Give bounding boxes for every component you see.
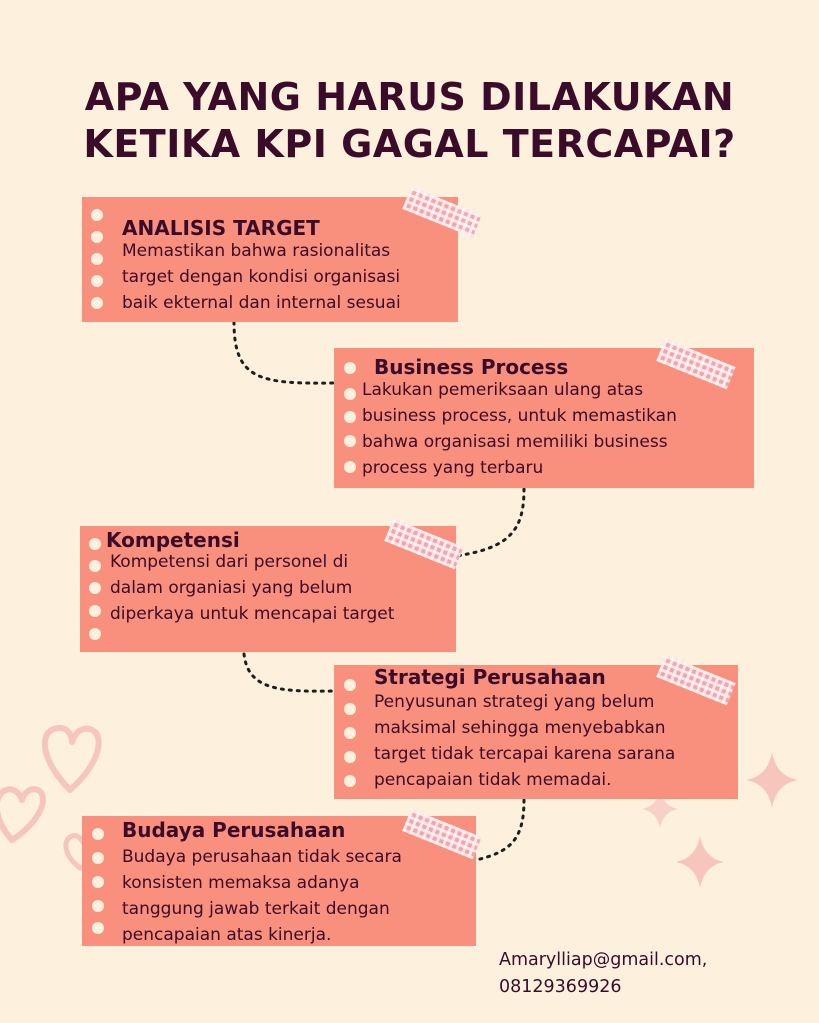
step-heading: Budaya Perusahaan bbox=[122, 818, 346, 842]
bullet-dot bbox=[344, 727, 356, 739]
connector-3 bbox=[244, 654, 334, 691]
step-heading: Business Process bbox=[374, 355, 569, 379]
bullet-dot bbox=[344, 435, 356, 447]
page-title bbox=[0, 74, 819, 168]
contact-email: Amarylliap@gmail.com, bbox=[499, 950, 708, 970]
bullet-dot bbox=[91, 275, 103, 287]
step-line: Lakukan pemeriksaan ulang atas bbox=[362, 380, 644, 400]
bullet-dot bbox=[344, 775, 356, 787]
step-heading: ANALISIS TARGET bbox=[122, 216, 320, 240]
bullet-dot bbox=[344, 703, 356, 715]
step-line: diperkaya untuk mencapai target bbox=[110, 604, 395, 624]
bullet-dot bbox=[344, 388, 356, 400]
bullet-dot bbox=[92, 876, 104, 888]
bullet-dot bbox=[89, 582, 101, 594]
bullet-dot bbox=[344, 461, 356, 473]
connector-2 bbox=[456, 489, 524, 556]
bullet-dot bbox=[89, 538, 101, 550]
bullet-dot bbox=[92, 852, 104, 864]
bullet-dot bbox=[91, 253, 103, 265]
step-heading: Strategi Perusahaan bbox=[374, 665, 606, 689]
title-line-2: KETIKA KPI GAGAL TERCAPAI? bbox=[83, 122, 736, 166]
step-line: pencapaian tidak memadai. bbox=[374, 770, 612, 790]
heart-icon bbox=[0, 789, 43, 840]
bullet-dot bbox=[344, 362, 356, 374]
bullet-dot bbox=[344, 679, 356, 691]
heart-icon bbox=[45, 728, 99, 790]
bullet-dot bbox=[92, 828, 104, 840]
step-line: bahwa organisasi memiliki business bbox=[362, 432, 668, 452]
step-box-analisis-target bbox=[82, 197, 458, 322]
step-line: Memastikan bahwa rasionalitas bbox=[122, 241, 391, 261]
title-line-1: APA YANG HARUS DILAKUKAN bbox=[84, 75, 735, 119]
step-line: pencapaian atas kinerja. bbox=[122, 925, 332, 945]
bullet-dot bbox=[344, 751, 356, 763]
bullet-dot bbox=[89, 560, 101, 572]
step-line: target dengan kondisi organisasi bbox=[122, 267, 401, 287]
contact-info bbox=[499, 947, 707, 1001]
connector-4 bbox=[476, 800, 524, 860]
bullet-dot bbox=[89, 628, 101, 640]
bullet-dot bbox=[91, 231, 103, 243]
bullet-dot bbox=[92, 922, 104, 934]
bullet-dot bbox=[344, 411, 356, 423]
step-line: maksimal sehingga menyebabkan bbox=[374, 718, 666, 738]
step-line: konsisten memaksa adanya bbox=[122, 873, 360, 893]
bullet-dot bbox=[91, 297, 103, 309]
step-line: Kompetensi dari personel di bbox=[110, 552, 349, 572]
bullet-dot bbox=[92, 900, 104, 912]
connector-1 bbox=[234, 322, 334, 383]
sparkle-icon bbox=[746, 752, 798, 808]
step-line: tanggung jawab terkait dengan bbox=[122, 899, 390, 919]
step-line: target tidak tercapai karena sarana bbox=[374, 744, 676, 764]
bullet-dot bbox=[89, 605, 101, 617]
step-line: business process, untuk memastikan bbox=[362, 406, 677, 426]
step-line: dalam organiasi yang belum bbox=[110, 578, 353, 598]
step-heading: Kompetensi bbox=[106, 528, 240, 552]
bullet-dot bbox=[91, 209, 103, 221]
step-line: Budaya perusahaan tidak secara bbox=[122, 847, 402, 867]
sparkle-icon bbox=[676, 836, 724, 888]
step-line: baik ekternal dan internal sesuai bbox=[122, 293, 401, 313]
contact-phone: 08129369926 bbox=[499, 977, 622, 997]
step-line: Penyusunan strategi yang belum bbox=[374, 692, 655, 712]
step-line: process yang terbaru bbox=[362, 458, 544, 478]
